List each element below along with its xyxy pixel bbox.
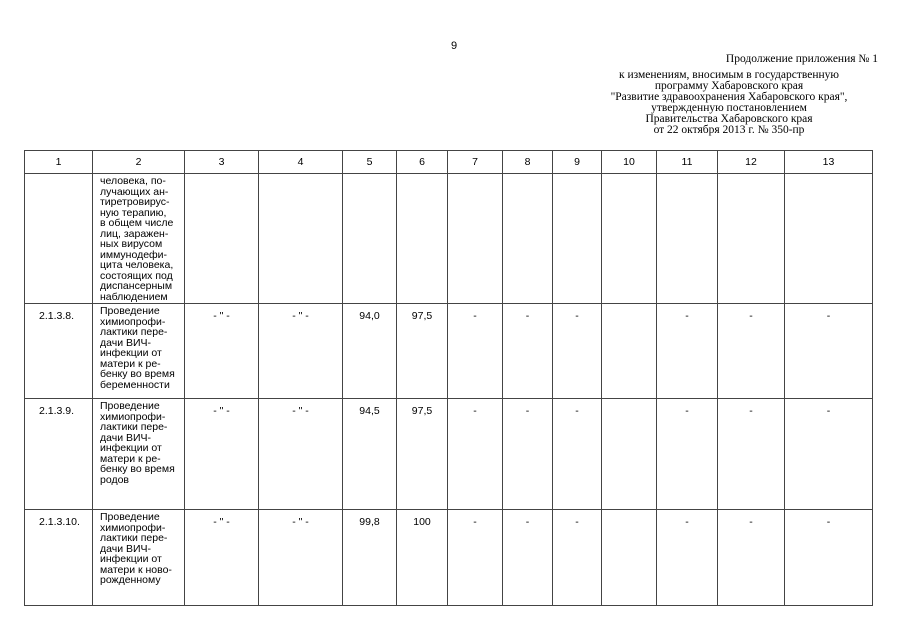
table-cell: -: [657, 510, 718, 606]
table-cell: -: [657, 399, 718, 510]
row-description: Проведение химиопрофи- лактики пере- дачи ВИЧ- инфекции от матери к ново- рожденному: [93, 510, 185, 606]
column-header: 4: [259, 151, 343, 174]
row-code: 2.1.3.8.: [25, 304, 93, 399]
table-cell: -: [553, 510, 602, 606]
table-cell: [657, 174, 718, 304]
table-cell: -: [785, 399, 873, 510]
table-cell: [602, 399, 657, 510]
table-cell: -: [553, 304, 602, 399]
row-description: Проведение химиопрофи- лактики пере- дачи ВИЧ- инфекции от матери к ре- бенку во время родов: [93, 399, 185, 510]
table-cell: - " -: [185, 304, 259, 399]
header-line: программу Хабаровского края: [654, 80, 804, 92]
table-cell: [785, 174, 873, 304]
table-cell: -: [503, 304, 553, 399]
table-row: [25, 304, 873, 399]
row-code: [25, 174, 93, 304]
table-cell: [448, 174, 503, 304]
page-number: 9: [450, 40, 458, 52]
table-cell: -: [785, 304, 873, 399]
table-cell: - " -: [259, 304, 343, 399]
table-cell: -: [718, 304, 785, 399]
header-line: утвержденную постановлением: [651, 102, 807, 114]
table-cell: [602, 174, 657, 304]
table-cell: - " -: [185, 510, 259, 606]
header-line: от 22 октября 2013 г. № 350-пр: [653, 124, 805, 136]
table-cell: [185, 174, 259, 304]
table-cell: [343, 174, 397, 304]
table-cell: -: [657, 304, 718, 399]
table-cell: [718, 174, 785, 304]
column-header: 12: [718, 151, 785, 174]
table-cell: -: [718, 399, 785, 510]
table-cell: [259, 174, 343, 304]
table-cell: 94,0: [343, 304, 397, 399]
table-cell: 97,5: [397, 304, 448, 399]
column-header: 1: [25, 151, 93, 174]
table-row: [25, 399, 873, 510]
table-cell: [553, 174, 602, 304]
header-line: Правительства Хабаровского края: [645, 113, 813, 125]
column-header: 2: [93, 151, 185, 174]
table-cell: - " -: [259, 399, 343, 510]
table-cell: [602, 304, 657, 399]
table-cell: 94,5: [343, 399, 397, 510]
column-number-row: [25, 151, 873, 174]
table-cell: - " -: [259, 510, 343, 606]
continuation-title: Продолжение приложения № 1: [725, 53, 878, 65]
table-cell: -: [448, 304, 503, 399]
row-description: человека, по- лучающих ан- тиретровирус- ную терапию, в общем числе лиц, заражен- ных вирусом иммунодефи- цита человека, состоящих под диспансерным наблюдением: [93, 174, 185, 304]
table-cell: -: [503, 510, 553, 606]
table-cell: 99,8: [343, 510, 397, 606]
table-cell: [397, 174, 448, 304]
table-row: [25, 510, 873, 606]
indicators-table: [24, 150, 873, 606]
column-header: 6: [397, 151, 448, 174]
row-code: 2.1.3.9.: [25, 399, 93, 510]
table-cell: -: [448, 399, 503, 510]
table-row: [25, 174, 873, 304]
column-header: 9: [553, 151, 602, 174]
row-description: Проведение химиопрофи- лактики пере- дачи ВИЧ- инфекции от матери к ре- бенку во время беременности: [93, 304, 185, 399]
header-line: "Развитие здравоохранения Хабаровского края",: [610, 91, 848, 103]
column-header: 3: [185, 151, 259, 174]
table-cell: -: [785, 510, 873, 606]
table-cell: -: [448, 510, 503, 606]
table-cell: [503, 174, 553, 304]
document-header: [560, 54, 878, 136]
column-header: 13: [785, 151, 873, 174]
table-cell: 97,5: [397, 399, 448, 510]
column-header: 10: [602, 151, 657, 174]
column-header: 7: [448, 151, 503, 174]
table-cell: -: [553, 399, 602, 510]
row-code: 2.1.3.10.: [25, 510, 93, 606]
table-cell: - " -: [185, 399, 259, 510]
column-header: 8: [503, 151, 553, 174]
table-cell: 100: [397, 510, 448, 606]
column-header: 5: [343, 151, 397, 174]
table-cell: -: [718, 510, 785, 606]
table-cell: [602, 510, 657, 606]
header-line: к изменениям, вносимым в государственную: [619, 69, 839, 81]
table-cell: -: [503, 399, 553, 510]
column-header: 11: [657, 151, 718, 174]
